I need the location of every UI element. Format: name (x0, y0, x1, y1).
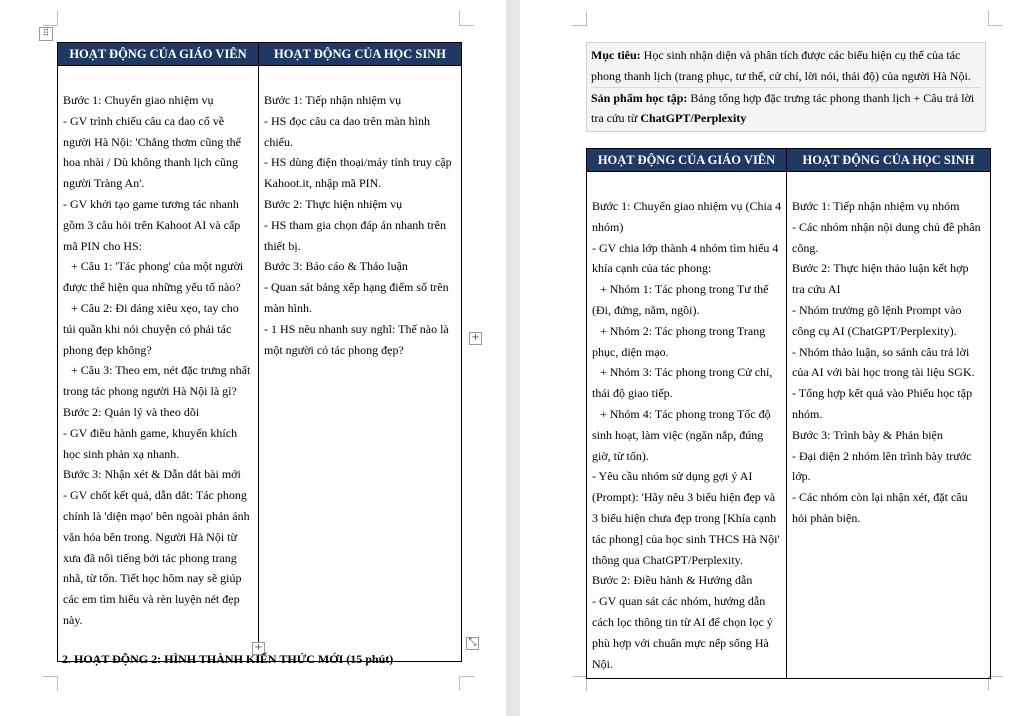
cell-text-line: chiếu. (264, 134, 293, 149)
cell-text-line: văn hóa bên trong. Người Hà Nội từ (63, 529, 237, 544)
cell-text-line: Bước 3: Nhận xét & Dẫn dắt bài mới (63, 467, 241, 482)
header-student-activity: HOẠT ĐỘNG CỦA HỌC SINH (787, 149, 991, 172)
cell-text-line: - GV trình chiếu câu ca dao cổ về (63, 113, 225, 128)
cell-text-line: lớp. (792, 469, 811, 484)
margin-corner-top-right (459, 11, 474, 26)
cell-text-line: người Hà Nội: 'Chẳng thơm cũng thể (63, 134, 242, 149)
cell-text-line: hoa nhài / Dù không thanh lịch cũng (63, 155, 238, 170)
margin-corner-bottom-left (572, 676, 587, 691)
cell-text-line: một người có tác phong đẹp? (264, 342, 404, 357)
cell-text-line: được thể hiện qua những yếu tố nào? (63, 280, 241, 295)
cell-text-line: - Các nhóm còn lại nhận xét, đặt câu (792, 490, 968, 505)
activity-table-1 (57, 42, 462, 662)
cell-text-line: + Câu 3: Theo em, nét đặc trưng nhất (71, 363, 251, 378)
cell-text-line: - Đại diện 2 nhóm lên trình bày trước (792, 448, 972, 463)
cell-text-line: phong đẹp không? (63, 342, 152, 357)
margin-corner-bottom-left (43, 676, 58, 691)
header-student-activity: HOẠT ĐỘNG CỦA HỌC SINH (259, 43, 462, 66)
cell-text-line: chính là 'diện mạo' bên ngoài phản ánh (63, 508, 250, 523)
product-text-continued: tra cứu từ (591, 111, 641, 126)
cell-text-line: này. (63, 612, 83, 627)
teacher-activity-cell[interactable] (58, 66, 259, 662)
margin-corner-top-left (572, 11, 587, 26)
cell-text-line: giờ, từ tốn). (592, 448, 649, 463)
activity-table-2 (586, 148, 991, 679)
cell-text-line: - GV chốt kết quả, dẫn dắt: Tác phong (63, 488, 247, 503)
cell-text-line: Bước 1: Chuyển giao nhiệm vụ (63, 93, 214, 107)
cell-text-line: phục, diện mạo. (592, 344, 669, 359)
cell-text-line: khía cạnh của tác phong: (592, 261, 712, 276)
cell-text-line: hỏi phản biện. (792, 510, 861, 525)
cell-text-line: - GV quan sát các nhóm, hướng dẫn (592, 594, 766, 609)
product-label: Sản phẩm học tập: (591, 90, 688, 105)
cell-text-line: công. (792, 240, 819, 255)
student-activity-cell[interactable] (259, 66, 462, 662)
cell-text-line: Bước 2: Điều hành & Hướng dẫn (592, 573, 753, 588)
cell-text-line: - Nhóm trưởng gõ lệnh Prompt vào (792, 302, 962, 317)
cell-text-line: - Tổng hợp kết quả vào Phiếu học tập (792, 386, 973, 401)
objective-text: Học sinh nhận diện và phân tích được các biểu hiện cụ thể của tác (640, 48, 961, 62)
cell-text-line: người Tràng An'. (63, 176, 145, 191)
cell-text-line: xưa đã nổi tiếng bởi tác phong trang (63, 550, 237, 565)
cell-text-line: nhã, từ tốn. Tiết học hôm nay sẽ giúp (63, 571, 242, 586)
cell-text-line: mã PIN cho HS: (63, 238, 142, 253)
add-column-button[interactable]: + (469, 332, 482, 345)
cell-text-line: gồm 3 câu hỏi trên Kahoot AI và cấp (63, 217, 241, 232)
table-move-handle[interactable]: ⠿ (39, 27, 53, 41)
cell-text-line: trong tác phong người Hà Nội là gì? (63, 384, 237, 399)
cell-text-line: + Nhóm 4: Tác phong trong Tốc độ (600, 406, 771, 421)
cell-text-line: thông qua ChatGPT/Perplexity. (592, 552, 743, 567)
cell-text-line: thái độ giao tiếp. (592, 386, 673, 401)
cell-text-line: + Nhóm 3: Tác phong trong Cử chỉ, (600, 365, 773, 380)
header-teacher-activity: HOẠT ĐỘNG CỦA GIÁO VIÊN (587, 149, 787, 172)
cell-text-line: - HS đọc câu ca dao trên màn hình (264, 113, 430, 128)
product-text: Bảng tổng hợp đặc trưng tác phong thanh lịch + Câu trả lời (687, 90, 975, 105)
cell-text-line: Bước 1: Chuyển giao nhiệm vụ (Chia 4 (592, 199, 782, 213)
margin-corner-top-left (43, 11, 58, 26)
cell-text-line: 3 biểu hiện chưa đẹp trong [Khía cạnh (592, 510, 777, 525)
cell-text-line: phù hợp với chuẩn mực nếp sống Hà (592, 635, 769, 650)
lesson-objective-box (586, 42, 986, 132)
product-row (591, 87, 981, 130)
cell-text-line: (Đi, đứng, nằm, ngồi). (592, 302, 700, 317)
student-activity-cell[interactable] (787, 172, 991, 679)
table-resize-handle[interactable]: ⤡ (466, 637, 479, 650)
page-gap (506, 0, 520, 716)
cell-text-line: (Prompt): 'Hãy nêu 3 biểu hiện đẹp và (592, 490, 776, 505)
cell-text-line: - HS tham gia chọn đáp án nhanh trên (264, 217, 446, 232)
cell-text-line: Bước 2: Quản lý và theo dõi (63, 404, 200, 419)
objective-row (591, 45, 981, 87)
cell-text-line: Bước 3: Trình bày & Phản biện (792, 427, 943, 442)
cell-text-line: tác phong] của học sinh THCS Hà Nội' (592, 531, 780, 546)
cell-text-line: Bước 1: Tiếp nhận nhiệm vụ nhóm (792, 199, 960, 213)
cell-text-line: Bước 2: Thực hiện nhiệm vụ (264, 196, 403, 211)
cell-text-line: - GV điều hành game, khuyến khích (63, 425, 238, 440)
objective-label: Mục tiêu: (591, 48, 641, 62)
header-teacher-activity: HOẠT ĐỘNG CỦA GIÁO VIÊN (58, 43, 259, 66)
cell-text-line: nhóm) (592, 219, 624, 234)
product-tool-name: ChatGPT/Perplexity (640, 111, 747, 126)
cell-text-line: - GV khởi tạo game tương tác nhanh (63, 196, 239, 211)
cell-text-line: - Quan sát bảng xếp hạng điểm số trên (264, 280, 449, 295)
cell-text-line: màn hình. (264, 300, 312, 315)
cell-text-line: - Yêu cầu nhóm sử dụng gợi ý AI (592, 469, 753, 484)
cell-text-line: tra cứu AI (792, 282, 841, 297)
cell-text-line: Nội. (592, 656, 613, 671)
cell-text-line: + Nhóm 1: Tác phong trong Tư thế (600, 282, 769, 297)
cell-text-line: Bước 1: Tiếp nhận nhiệm vụ (264, 93, 402, 107)
section-heading: 2. HOẠT ĐỘNG 2: HÌNH THÀNH KIẾN THỨC MỚI (15 phút) (62, 652, 394, 666)
cell-text-line: - Nhóm thảo luận, so sánh câu trả lời (792, 344, 970, 359)
add-row-button[interactable]: + (252, 642, 265, 655)
margin-corner-top-right (988, 11, 1003, 26)
teacher-activity-cell[interactable] (587, 172, 787, 679)
cell-text-line: - 1 HS nêu nhanh suy nghĩ: Thế nào là (264, 321, 449, 336)
cell-text-line: nhóm. (792, 406, 823, 421)
cell-text-line: + Nhóm 2: Tác phong trong Trang (600, 323, 766, 338)
cell-text-line: Bước 3: Báo cáo & Thảo luận (264, 259, 408, 274)
objective-text-continued: phong thanh lịch (trang phục, tư thế, cử chỉ, lời nói, thái độ) của người Hà Nội. (591, 68, 971, 83)
cell-text-line: túi quần khi nói chuyện có phải tác (63, 321, 232, 336)
cell-text-line: - GV chia lớp thành 4 nhóm tìm hiểu 4 (592, 240, 779, 255)
cell-text-line: thiết bị. (264, 238, 301, 253)
cell-text-line: - Các nhóm nhận nội dung chủ đề phân (792, 219, 981, 234)
cell-text-line: các em tìm hiểu và rèn luyện nét đẹp (63, 592, 240, 607)
margin-corner-bottom-right (459, 676, 474, 691)
cell-text-line: của AI với bài học trong tài liệu SGK. (792, 365, 975, 380)
cell-text-line: + Câu 1: 'Tác phong' của một người (71, 259, 244, 274)
cell-text-line: học sinh phản xạ nhanh. (63, 446, 180, 461)
cell-text-line: sinh hoạt, làm việc (ngăn nắp, đúng (592, 427, 764, 442)
cell-text-line: Kahoot.it, nhập mã PIN. (264, 176, 382, 191)
cell-text-line: cách lọc thông tin từ AI để chọn lọc ý (592, 614, 773, 629)
cell-text-line: Bước 2: Thực hiện thảo luận kết hợp (792, 261, 969, 276)
cell-text-line: - HS dùng điện thoại/máy tính truy cập (264, 155, 452, 170)
cell-text-line: + Câu 2: Đi dáng xiêu xẹo, tay cho (71, 300, 239, 315)
cell-text-line: công cụ AI (ChatGPT/Perplexity). (792, 323, 957, 338)
